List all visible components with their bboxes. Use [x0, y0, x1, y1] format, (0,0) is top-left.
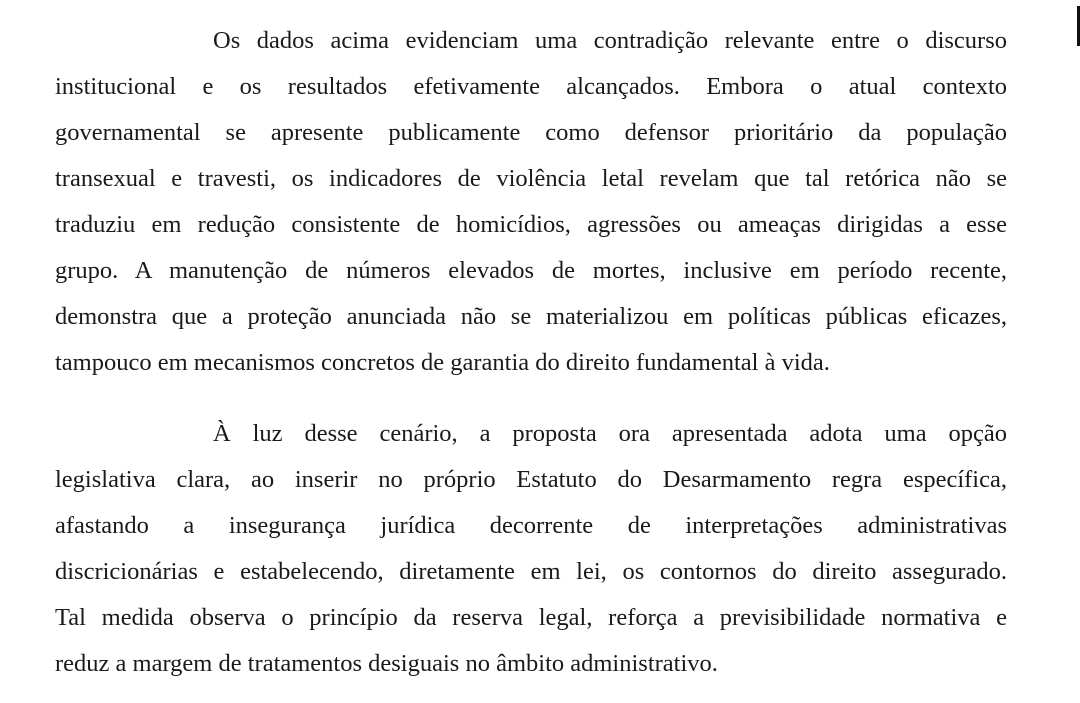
paragraph-line: legislativa clara, ao inserir no próprio Estatuto do Desarmamento regra específica,: [55, 466, 1007, 493]
paragraph-line: reduz a margem de tratamentos desiguais no âmbito administrativo.: [55, 650, 718, 677]
paragraph-line: discricionárias e estabelecendo, diretamente em lei, os contornos do direito assegurado.: [55, 558, 1007, 585]
paragraph-line: grupo. A manutenção de números elevados de mortes, inclusive em período recente,: [55, 257, 1007, 284]
paragraph-line: afastando a insegurança jurídica decorrente de interpretações administrativas: [55, 512, 1007, 539]
paragraph-line: traduziu em redução consistente de homicídios, agressões ou ameaças dirigidas a esse: [55, 211, 1007, 238]
paragraph-1: [55, 18, 1007, 386]
paragraph-line: Os dados acima evidenciam uma contradição relevante entre o discurso: [213, 27, 1007, 54]
paragraph-line: demonstra que a proteção anunciada não se materializou em políticas públicas eficazes,: [55, 303, 1007, 330]
paragraph-line: Tal medida observa o princípio da reserva legal, reforça a previsibilidade normativa e: [55, 604, 1007, 631]
paragraph-2: [55, 411, 1007, 687]
paragraph-line: tampouco em mecanismos concretos de garantia do direito fundamental à vida.: [55, 349, 830, 376]
paragraph-line: governamental se apresente publicamente como defensor prioritário da população: [55, 119, 1007, 146]
paragraph-line: institucional e os resultados efetivamente alcançados. Embora o atual contexto: [55, 73, 1007, 100]
paragraph-line: À luz desse cenário, a proposta ora apresentada adota uma opção: [213, 420, 1007, 447]
paragraph-line: transexual e travesti, os indicadores de violência letal revelam que tal retórica não se: [55, 165, 1007, 192]
